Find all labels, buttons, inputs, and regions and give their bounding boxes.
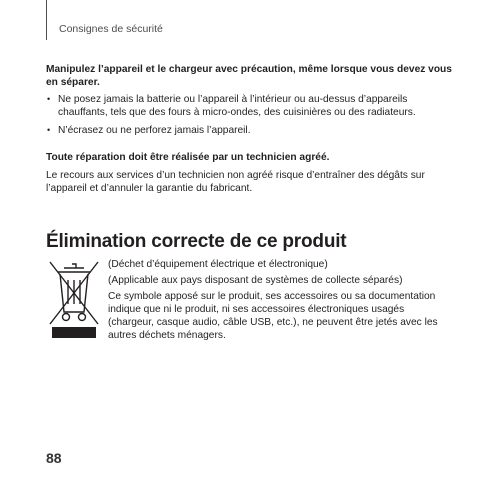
section-header: Consignes de sécurité	[59, 23, 163, 35]
bullet-icon: •	[47, 125, 51, 135]
disposal-line-1: (Déchet d’équipement électrique et électronique)	[108, 259, 328, 270]
disposal-text	[108, 258, 438, 345]
repair-heading: Toute réparation doit être réalisée par un technicien agréé.	[46, 152, 330, 163]
bullet-text: N’écrasez ou ne perforez jamais l’appareil.	[58, 125, 251, 136]
disposal-line-3: Ce symbole apposé sur le produit, ses accessoires ou sa documentation indique que ni le produit, ni ses accessoires électroniques usagés (chargeur, casque audio, câble USB, etc.), ne peuvent être jetés avec les autres déchets ménagers.	[108, 291, 438, 341]
bullet-text: Ne posez jamais la batterie ou l’appareil à l’intérieur ou au-dessus d’appareils chauffants, tels que des fours à micro-ondes, des cuisinières ou des radiateurs.	[58, 94, 416, 118]
disposal-title: Élimination correcte de ce produit	[46, 231, 347, 252]
disposal-line-2: (Applicable aux pays disposant de systèmes de collecte séparés)	[108, 275, 403, 286]
bullet-item	[46, 124, 456, 137]
charger-heading: Manipulez l’appareil et le chargeur avec précaution, même lorsque vous devez vous en séparer.	[46, 64, 452, 88]
repair-text: Le recours aux services d’un technicien non agréé risque d’entraîner des dégâts sur l’appareil et d’annuler la garantie du fabricant.	[46, 170, 425, 194]
bullet-icon: •	[47, 94, 51, 104]
safety-content	[46, 63, 456, 195]
charger-bullet-list	[46, 93, 456, 137]
page-number: 88	[46, 450, 62, 466]
header-rule	[46, 0, 47, 40]
crossed-out-wheelie-bin-icon	[46, 258, 102, 340]
bullet-item	[46, 93, 456, 119]
